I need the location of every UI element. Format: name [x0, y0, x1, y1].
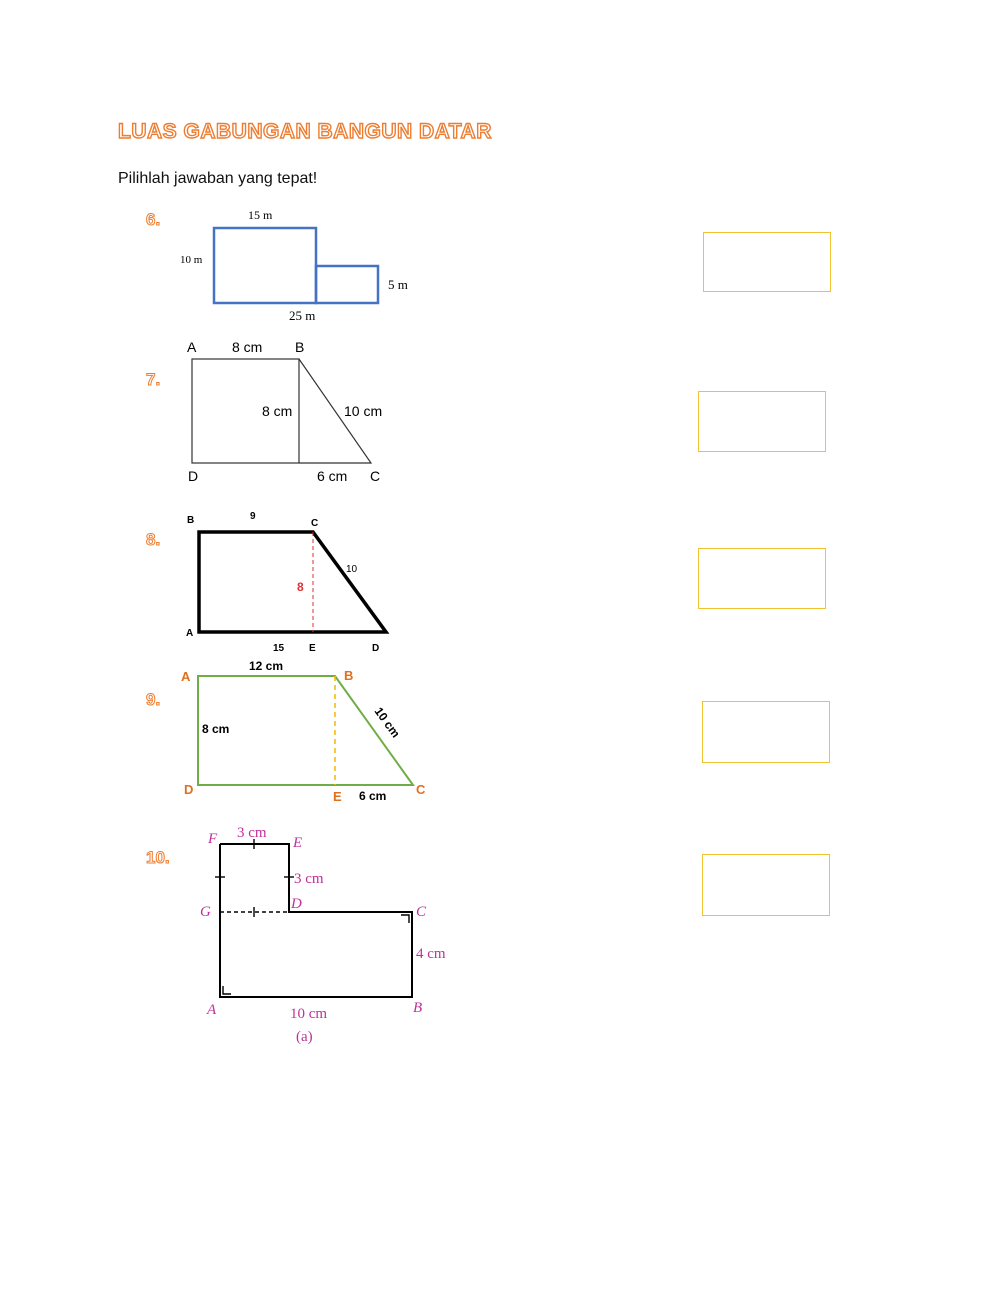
question-6-figure [170, 200, 430, 330]
q9-vertex-c: C [416, 782, 426, 797]
q10-vertex-f: F [208, 831, 218, 847]
q9-vertex-e: E [333, 789, 342, 804]
q10-vertex-c: C [416, 904, 427, 920]
q10-right-angle-a [223, 986, 231, 994]
question-10-number: 10. [146, 848, 170, 867]
question-7-figure [180, 335, 420, 490]
q7-vertex-a: A [187, 339, 197, 355]
q9-label-slant: 10 cm [371, 704, 403, 741]
q8-vertex-d: D [372, 643, 380, 654]
q6-label-left: 10 m [180, 254, 203, 266]
q9-label-top: 12 cm [249, 659, 284, 673]
question-8-figure [180, 505, 400, 660]
q10-vertex-d: D [291, 896, 302, 912]
q10-right-angle-c [401, 915, 409, 923]
q8-vertex-e: E [309, 643, 316, 654]
q7-label-height: 8 cm [262, 403, 293, 419]
q8-label-slant: 10 [346, 564, 358, 575]
instruction-text: Pilihlah jawaban yang tepat! [118, 170, 318, 187]
q10-caption: (a) [296, 1029, 313, 1045]
q9-vertex-b: B [344, 668, 354, 683]
question-8-number: 8. [146, 530, 161, 549]
q6-large-rect [214, 228, 316, 303]
answer-box-10[interactable] [702, 854, 830, 916]
q10-label-top: 3 cm [237, 825, 267, 841]
q6-label-right: 5 m [388, 277, 408, 292]
question-6-number: 6. [146, 210, 161, 229]
question-10-figure [195, 820, 465, 1050]
question-9-number: 9. [146, 690, 161, 709]
answer-box-8[interactable] [698, 548, 826, 609]
q6-label-top: 15 m [248, 208, 273, 222]
answer-box-9[interactable] [702, 701, 830, 763]
q8-trapezoid [199, 532, 386, 632]
q9-vertex-d: D [184, 782, 194, 797]
answer-box-6[interactable] [703, 232, 831, 292]
q8-label-base: 15 [273, 643, 285, 654]
question-7-number: 7. [146, 370, 161, 389]
q10-shape [220, 844, 412, 997]
q9-label-left: 8 cm [202, 722, 230, 736]
answer-box-7[interactable] [698, 391, 826, 452]
q8-vertex-a: A [186, 628, 194, 639]
q8-vertex-b: B [187, 515, 195, 526]
q10-vertex-b: B [413, 1000, 423, 1016]
question-9-figure [175, 655, 440, 810]
q7-label-base: 6 cm [317, 468, 348, 484]
q9-trapezoid [198, 676, 413, 785]
q7-label-top: 8 cm [232, 339, 263, 355]
q7-vertex-c: C [370, 468, 381, 484]
q8-vertex-c: C [311, 518, 319, 529]
q9-label-base: 6 cm [359, 789, 387, 803]
q6-small-rect [316, 266, 378, 303]
page-title: LUAS GABUNGAN BANGUN DATAR [118, 120, 492, 143]
q7-label-slant: 10 cm [344, 403, 383, 419]
q10-vertex-a: A [207, 1002, 217, 1018]
q7-vertex-b: B [295, 339, 305, 355]
q9-vertex-a: A [181, 669, 191, 684]
q10-label-inner: 3 cm [294, 871, 324, 887]
q8-label-top: 9 [250, 511, 256, 522]
q10-label-right: 4 cm [416, 946, 446, 962]
q7-vertex-d: D [188, 468, 199, 484]
q6-label-bottom: 25 m [289, 308, 316, 323]
q10-label-bottom: 10 cm [290, 1006, 328, 1022]
q10-vertex-e: E [293, 835, 303, 851]
q8-label-height: 8 [297, 580, 304, 594]
q10-vertex-g: G [200, 904, 211, 920]
